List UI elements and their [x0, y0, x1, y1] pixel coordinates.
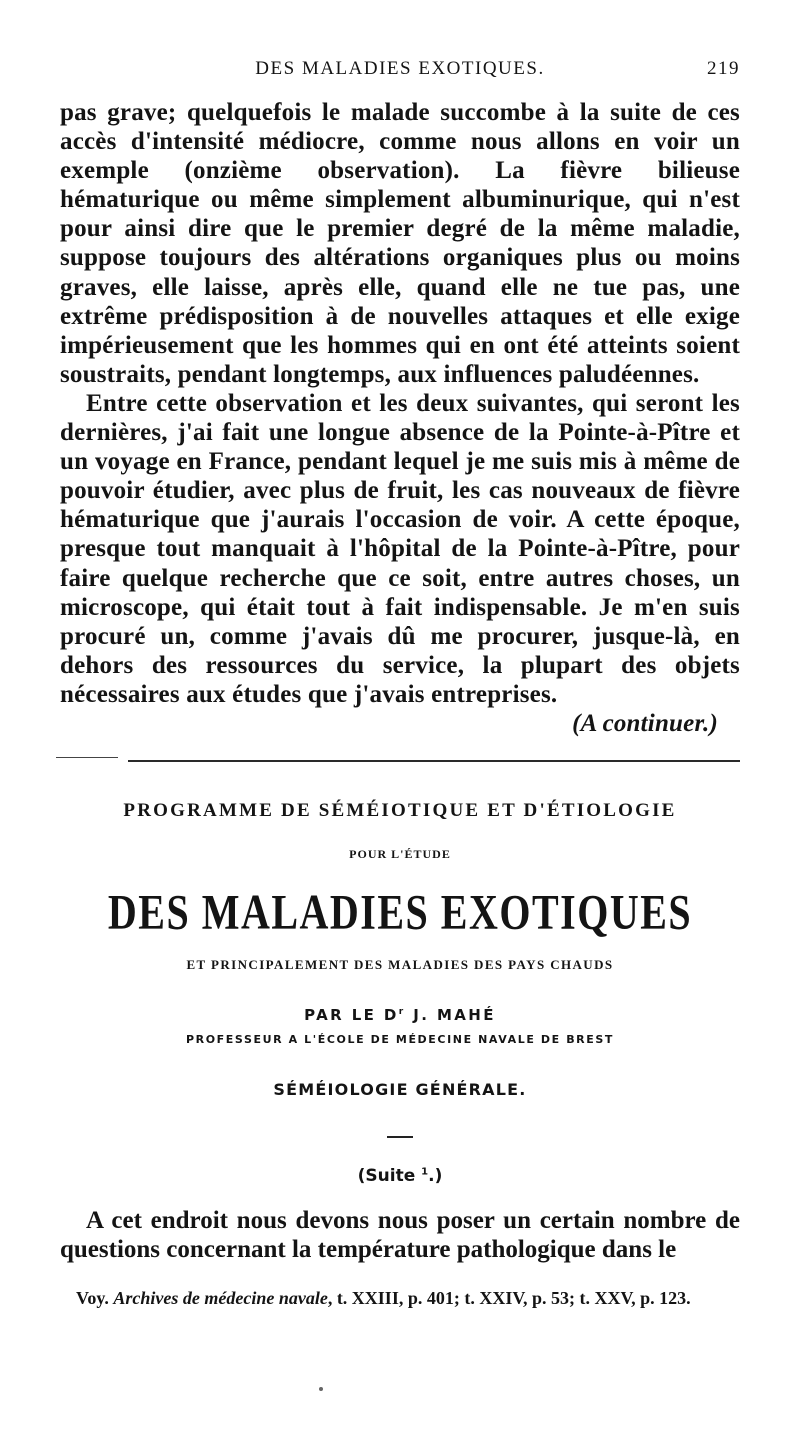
body-paragraph-2-text: Entre cette observation et les deux suivantes, qui seront les dernières, j'ai fait une longue absence de la Pointe-à-Pître et un voyage en France, pendant lequel je me suis mis à même de pouvoir étudier, avec plus de fruit, les cas nouveaux de fièvre hématurique que j'aurais l'occasion de voir. A cette époque, presque tout manquait à l'hôpital de la Pointe-à-Pître, pour faire quelque recherche que ce soit, entre autres choses, un microscope, qui était tout à fait indispensable. Je m'en suis procuré un, comme j'avais dû me procurer, jusque-là, en dehors des ressources du service, la plupart des objets nécessaires aux études que j'avais entreprises. — [60, 389, 740, 708]
section-dash — [387, 1136, 413, 1138]
author-affiliation: PROFESSEUR A L'ÉCOLE DE MÉDECINE NAVALE DE BREST — [186, 1033, 614, 1046]
footnote-ref: 1 — [421, 1166, 429, 1178]
author-prefix-sup: r — [398, 1007, 406, 1017]
intro-paragraph: A cet endroit nous devons nous poser un certain nombre de questions concernant la température pathologique dans le — [60, 1207, 740, 1264]
author-line — [60, 1006, 740, 1024]
body-paragraph-2 — [60, 389, 740, 737]
article-main-title: DES MALADIES EXOTIQUES — [107, 883, 693, 940]
footnote-journal: Archives de médecine navale — [113, 1288, 328, 1308]
suite-note — [60, 1166, 740, 1186]
continuation-note: (A continuer.) — [572, 709, 718, 737]
programme-title: PROGRAMME DE SÉMÉIOTIQUE ET D'ÉTIOLOGIE — [123, 800, 677, 821]
body-text — [60, 98, 740, 738]
print-speck — [319, 1387, 323, 1391]
footnote-marker: Voy. — [76, 1288, 109, 1308]
pour-letude-line: POUR L'ÉTUDE — [349, 847, 451, 861]
article-intro — [60, 1206, 740, 1265]
author-prefix: PAR LE D — [304, 1006, 399, 1024]
footnote-refs: , t. XXIII, p. 401; t. XXIV, p. 53; t. XXV, p. 123. — [327, 1288, 691, 1308]
running-title: DES MALADIES EXOTIQUES. — [255, 58, 545, 79]
author-name: J. MAHÉ — [413, 1006, 496, 1024]
divider-rule — [128, 760, 740, 762]
body-paragraph-1: pas grave; quelquefois le malade succombe à la suite de ces accès d'intensité médiocre, comme nous allons en voir un exemple (onzième observation). La fièvre bilieuse hématurique ou même simplement albuminurique, qui n'est pour ainsi dire que le premier degré de la même maladie, suppose toujours des altérations organiques plus ou moins graves, elle laisse, après elle, quand elle ne tue pas, une extrême prédisposition à de nouvelles attaques et elle exige impérieusement que les hommes qui en ont été atteints soient soustraits, pendant longtemps, aux influences paludéennes. — [60, 99, 740, 388]
section-heading: SÉMÉIOLOGIE GÉNÉRALE. — [273, 1080, 527, 1099]
divider-short — [56, 757, 118, 758]
footnote — [60, 1288, 740, 1309]
article-subtitle: ET PRINCIPALEMENT DES MALADIES DES PAYS CHAUDS — [186, 957, 614, 972]
page-number: 219 — [707, 58, 740, 79]
running-head — [60, 58, 740, 86]
footnote-text — [60, 1288, 740, 1309]
suite-open: (Suite — [357, 1166, 416, 1186]
suite-close: .) — [428, 1166, 443, 1186]
